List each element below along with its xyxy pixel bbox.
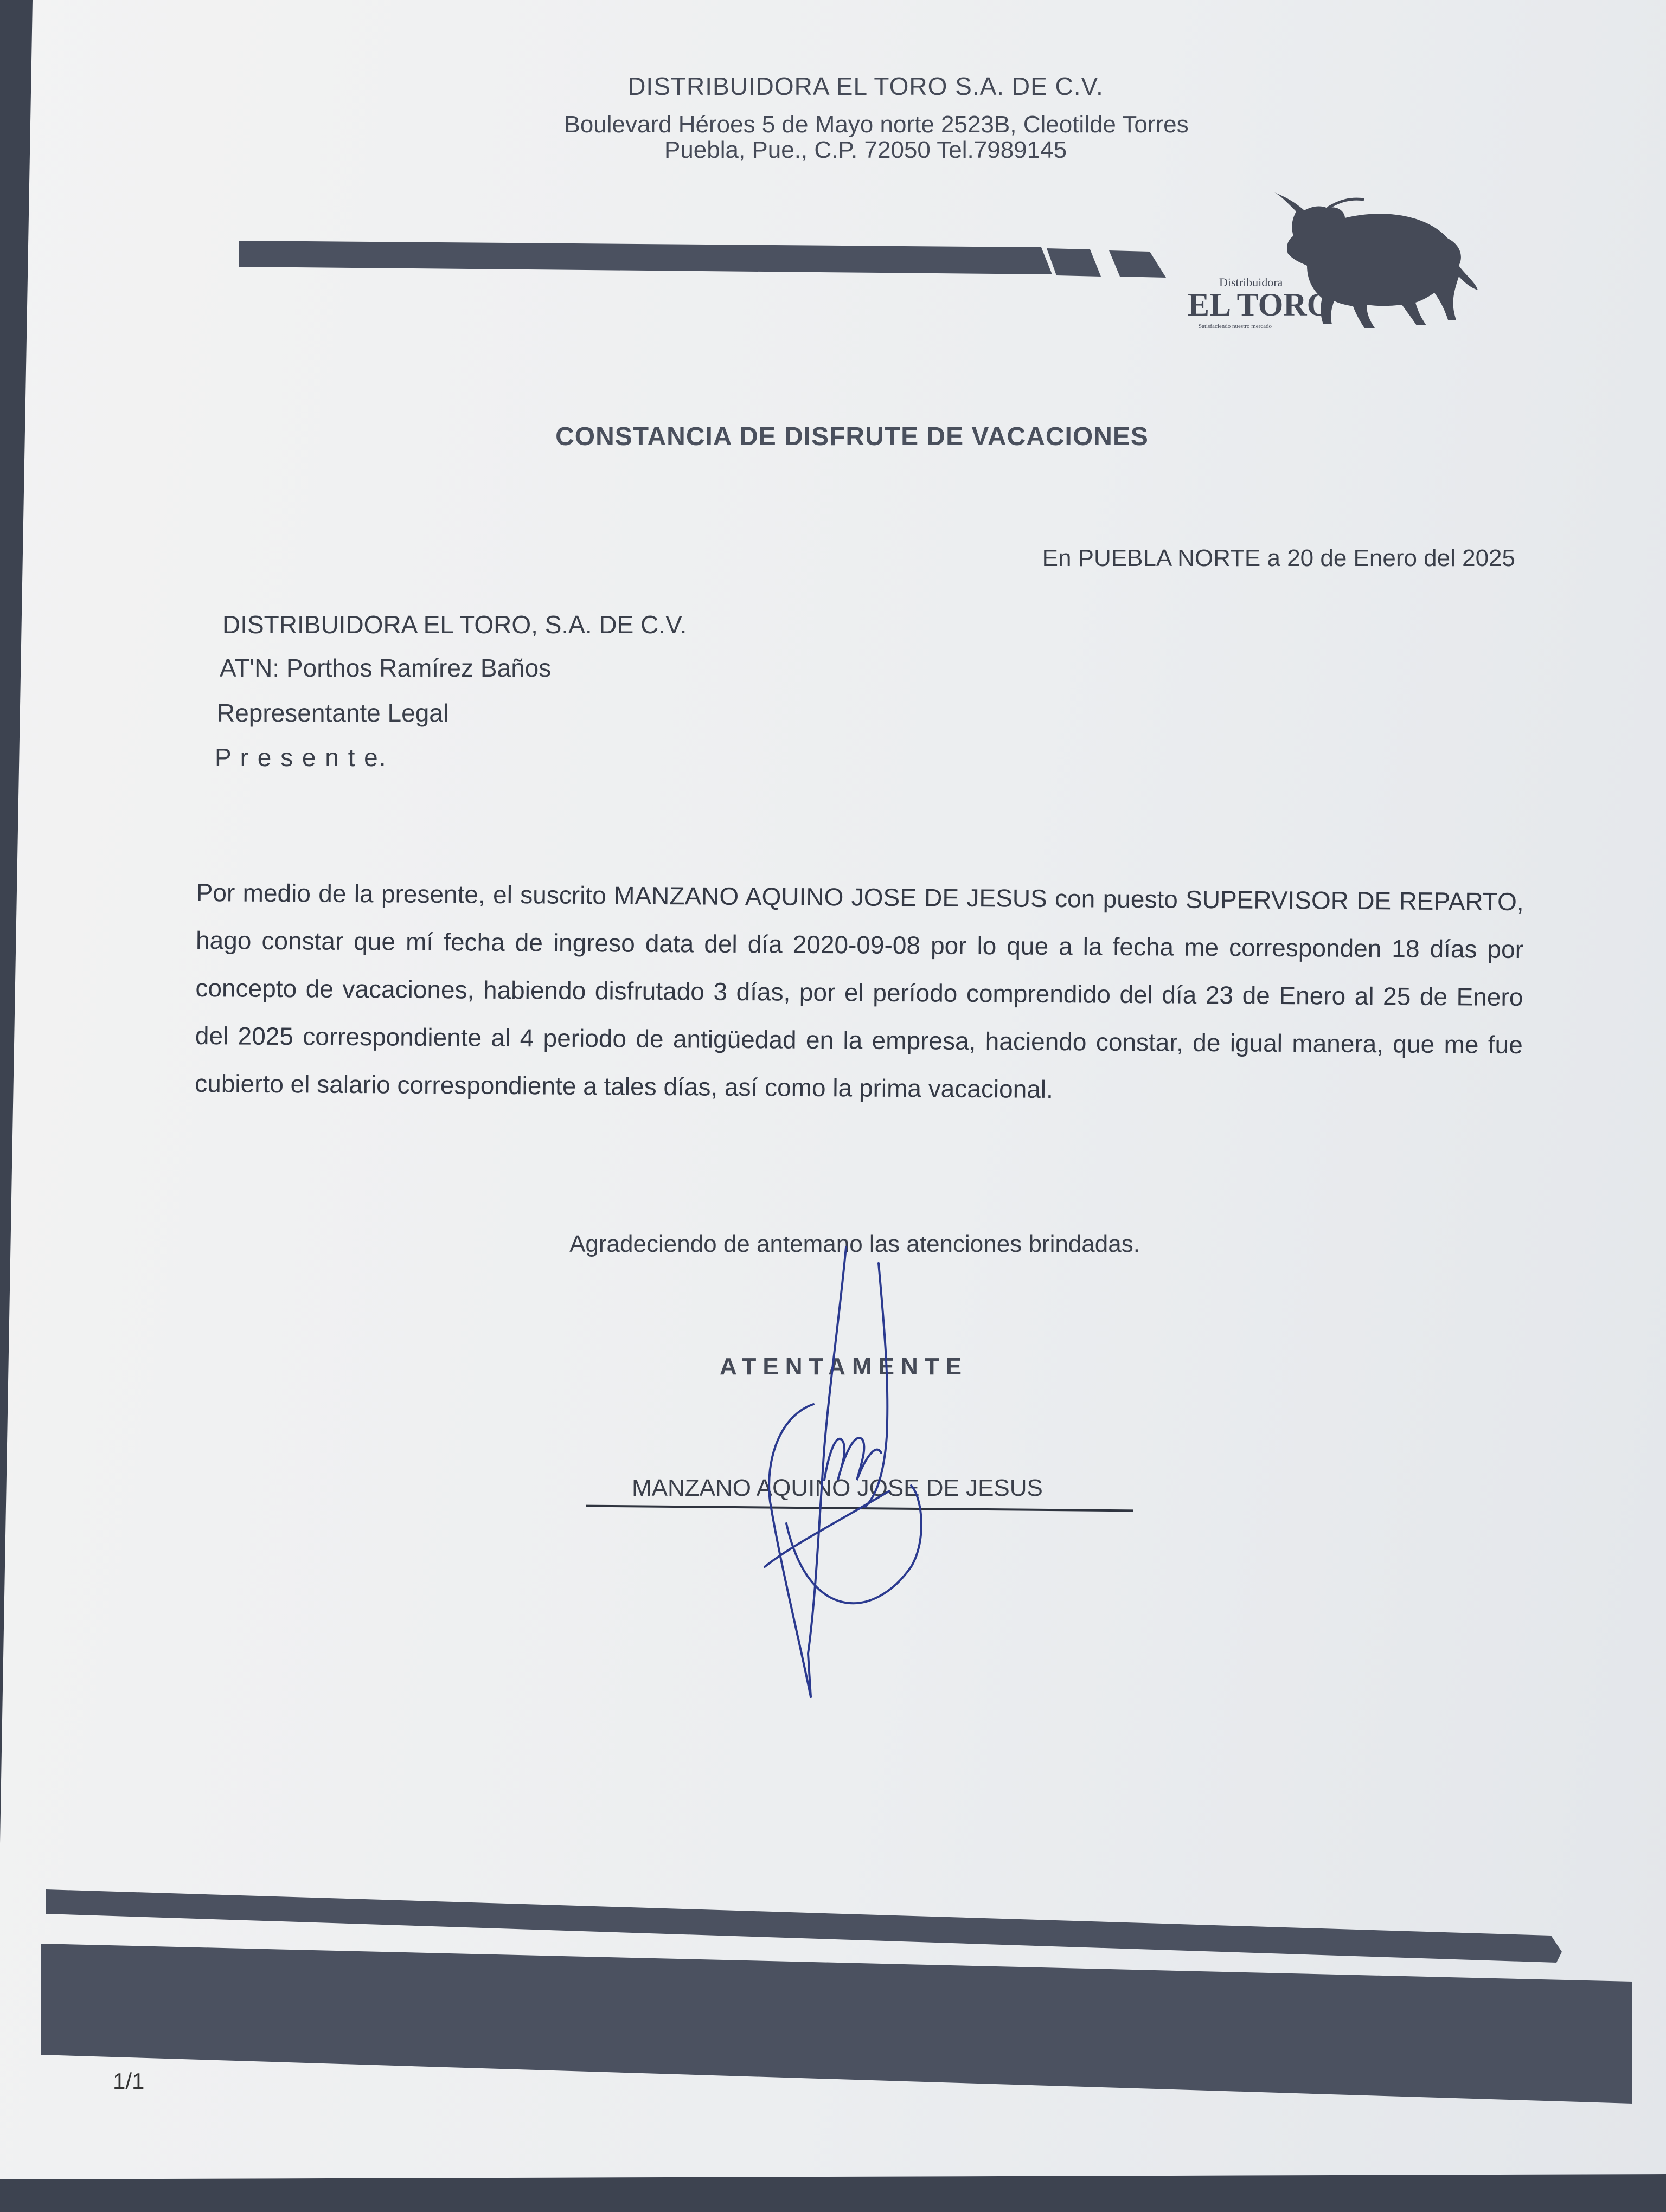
- body-paragraph: Por medio de la presente, el suscrito MANZANO AQUINO JOSE DE JESUS con puesto SUPERVISOR DE REPARTO, hago constar que mí fecha de ingreso data del día 2020-09-08 por lo que a la fecha me corresponden 18 días por concepto de vacaciones, habiendo disfrutado 3 días, por el período comprendido del día 23 de Enero al 25 de Enero del 2025 correspondiente al 4 periodo de antigüedad en la empresa, haciendo constar, de igual manera, que me fue cubierto el salario correspondiente a tales días, así como la prima vacacional.: [195, 878, 1524, 1104]
- company-logo: [1182, 190, 1486, 347]
- sign-off: ATENTAMENTE: [720, 1353, 968, 1380]
- footer-band: [0, 1876, 1666, 2114]
- company-address-line2: Puebla, Pue., C.P. 72050 Tel.7989145: [664, 137, 1067, 163]
- recipient-role: Representante Legal: [217, 699, 449, 727]
- signer-name: MANZANO AQUINO JOSE DE JESUS: [632, 1475, 1043, 1501]
- recipient-attn: AT'N: Porthos Ramírez Baños: [220, 654, 552, 682]
- header-band: [239, 239, 1171, 282]
- recipient-company: DISTRIBUIDORA EL TORO, S.A. DE C.V.: [222, 610, 687, 639]
- logo-brand: EL TORO: [1188, 287, 1332, 323]
- recipient-greeting: P r e s e n t e.: [215, 743, 387, 771]
- company-address-line1: Boulevard Héroes 5 de Mayo norte 2523B, Cleotilde Torres: [564, 111, 1189, 138]
- logo-small-text: Distribuidora: [1219, 275, 1283, 289]
- logo-tagline: Satisfaciendo nuestro mercado: [1199, 323, 1272, 330]
- place-date: En PUEBLA NORTE a 20 de Enero del 2025: [1042, 545, 1515, 571]
- handwritten-signature: [748, 1242, 976, 1708]
- document-title: CONSTANCIA DE DISFRUTE DE VACACIONES: [555, 422, 1149, 451]
- closing-text: Agradeciendo de antemano las atenciones brindadas.: [569, 1231, 1140, 1257]
- page-number: 1/1: [113, 2068, 145, 2094]
- company-name: DISTRIBUIDORA EL TORO S.A. DE C.V.: [627, 72, 1104, 100]
